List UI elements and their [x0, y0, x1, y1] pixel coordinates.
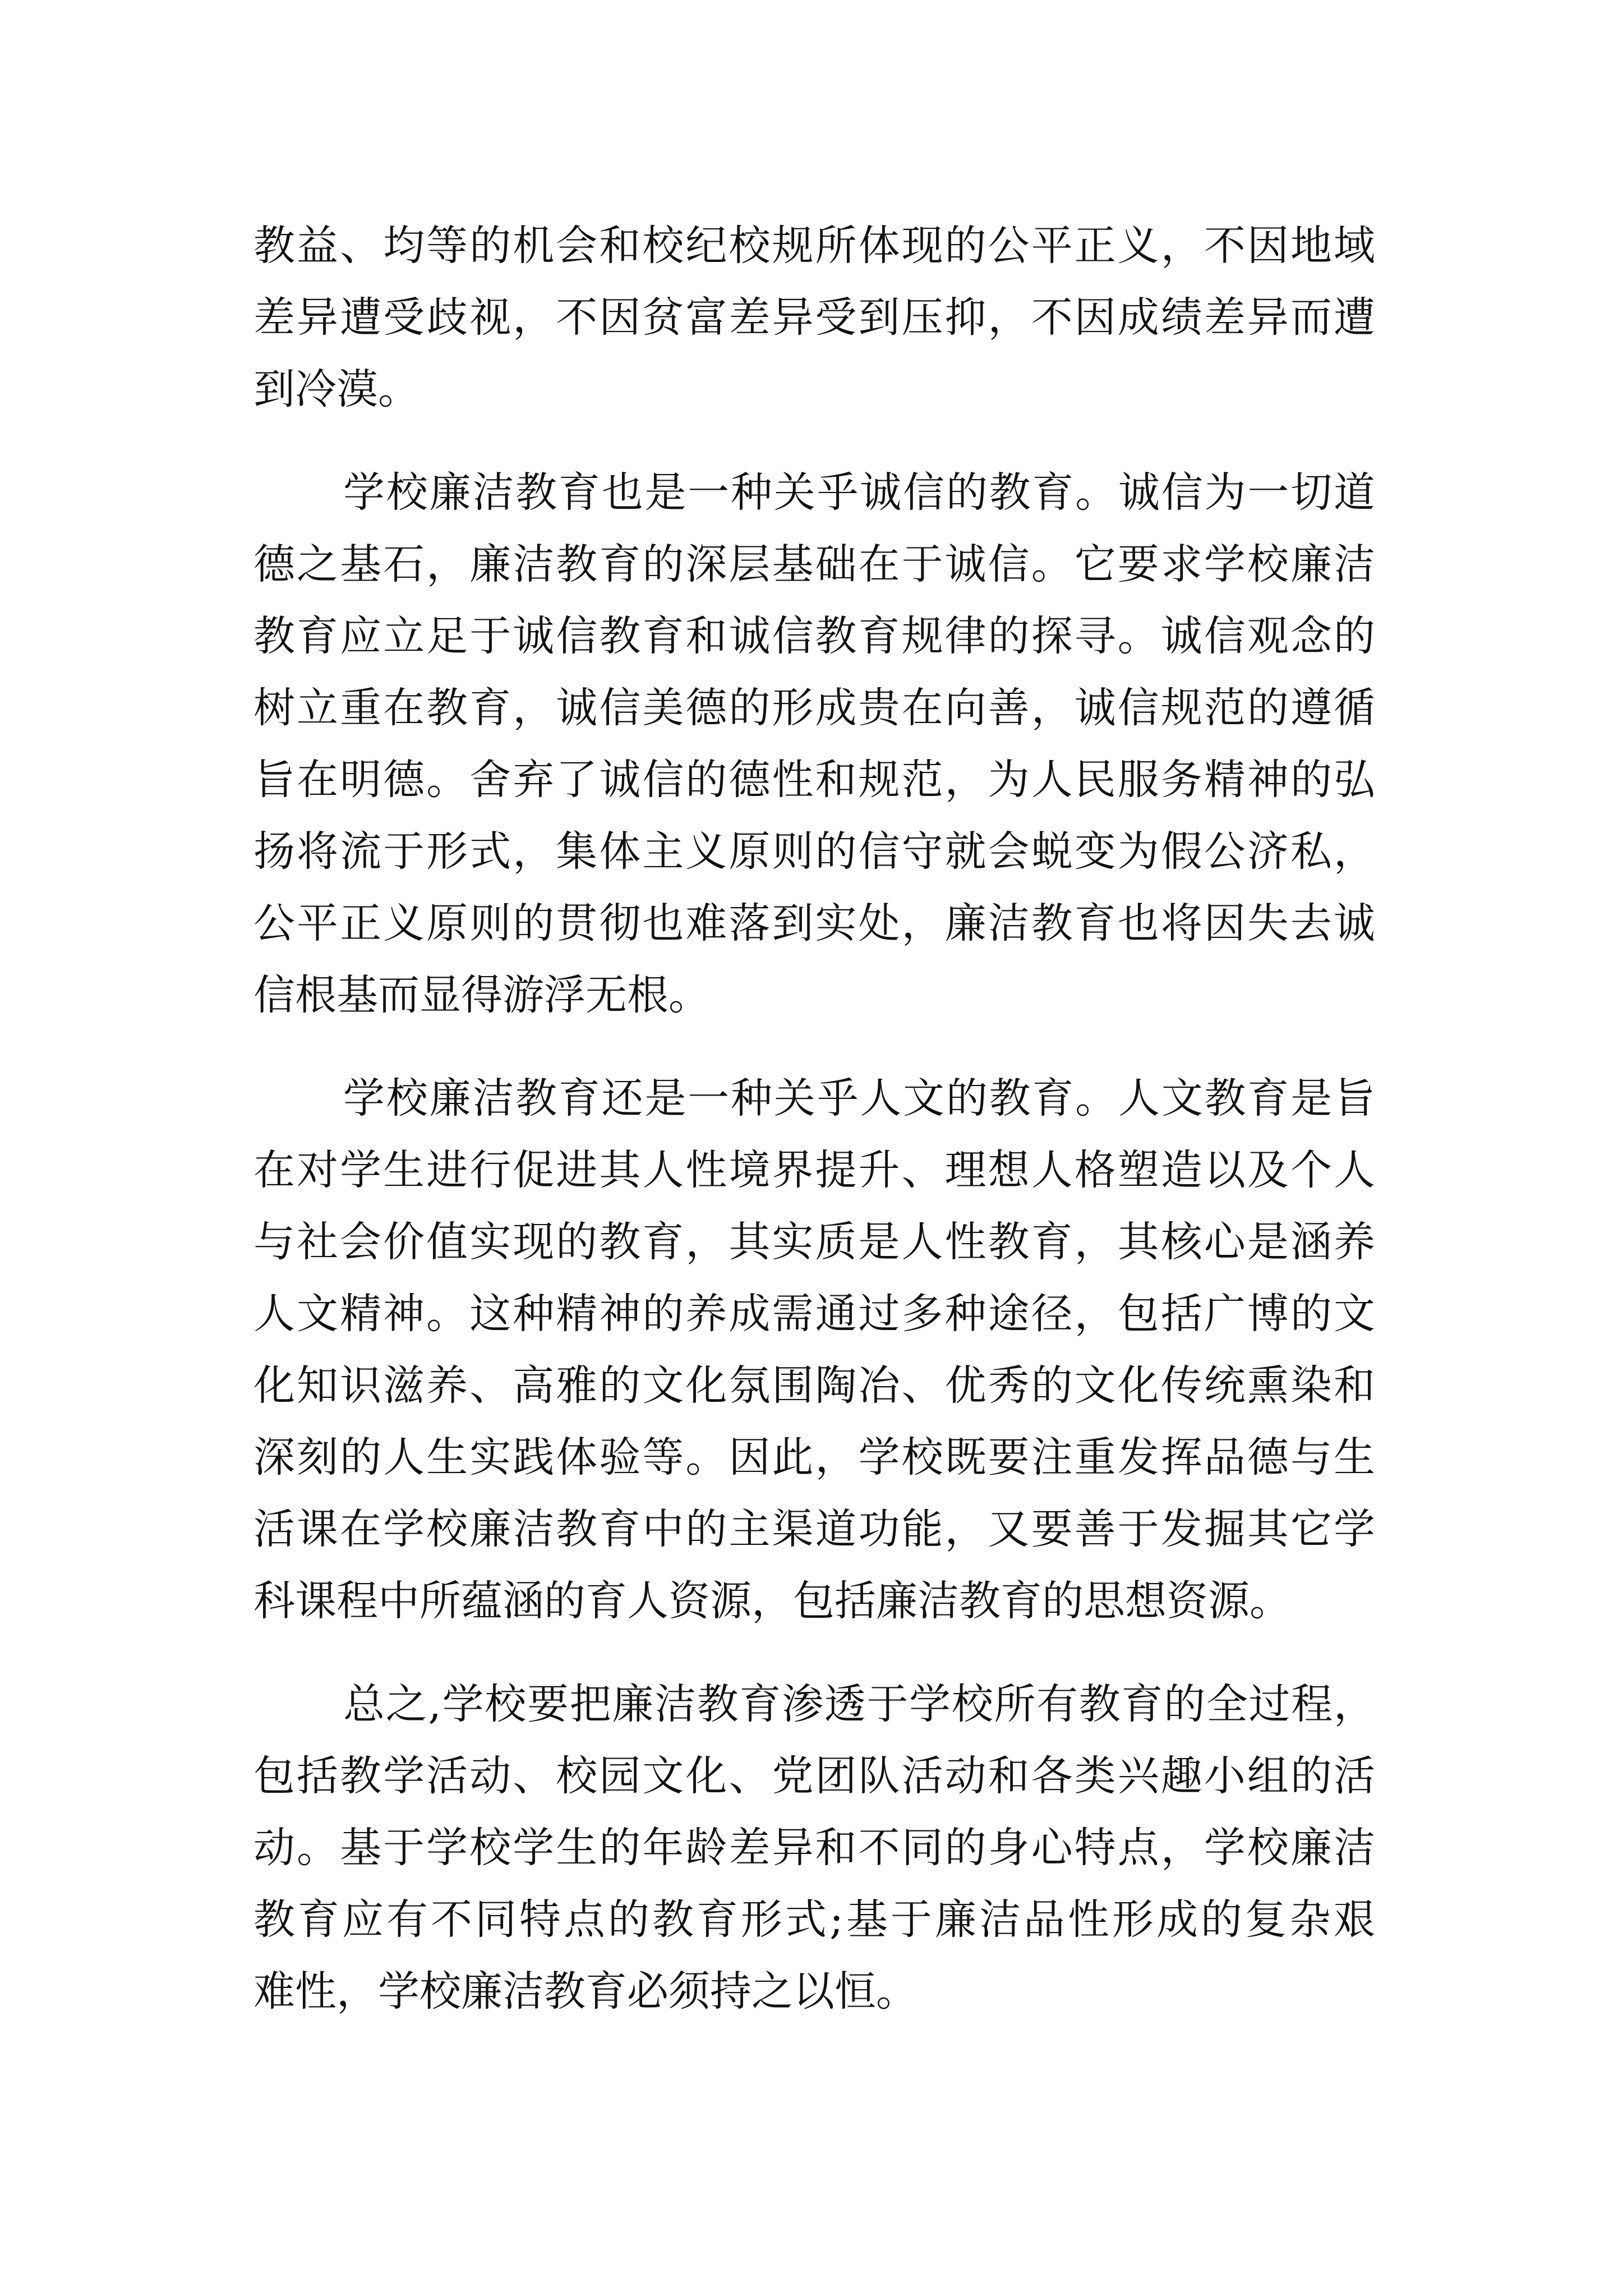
text-line: 旨在明德。舍弃了诚信的德性和规范，为人民服务精神的弘 — [253, 756, 1375, 804]
text-line: 难性，学校廉洁教育必须持之以恒。 — [253, 1967, 917, 2016]
text-line: 公平正义原则的贯彻也难落到实处，廉洁教育也将因失去诚 — [253, 899, 1375, 947]
text-line: 教育应有不同特点的教育形式;基于廉洁品性形成的复杂艰 — [253, 1895, 1375, 1944]
text-line: 在对学生进行促进其人性境界提升、理想人格塑造以及个人 — [253, 1146, 1375, 1194]
text-line: 活课在学校廉洁教育中的主渠道功能，又要善于发掘其它学 — [253, 1505, 1375, 1553]
text-line: 树立重在教育，诚信美德的形成贵在向善，诚信规范的遵循 — [253, 684, 1375, 732]
text-line: 动。基于学校学生的年龄差异和不同的身心特点，学校廉洁 — [253, 1824, 1375, 1872]
text-line: 包括教学活动、校园文化、党团队活动和各类兴趣小组的活 — [253, 1752, 1375, 1800]
text-line: 化知识滋养、高雅的文化氛围陶冶、优秀的文化传统熏染和 — [253, 1361, 1375, 1410]
text-line: 总之,学校要把廉洁教育渗透于学校所有教育的全过程， — [343, 1680, 1375, 1728]
text-line: 扬将流于形式，集体主义原则的信守就会蜕变为假公济私， — [253, 827, 1375, 876]
text-line: 教育应立足于诚信教育和诚信教育规律的探寻。诚信观念的 — [253, 612, 1375, 660]
text-line: 学校廉洁教育也是一种关乎诚信的教育。诚信为一切道 — [343, 468, 1375, 517]
text-line: 科课程中所蕴涵的育人资源，包括廉洁教育的思想资源。 — [253, 1577, 1291, 1625]
text-line: 学校廉洁教育还是一种关乎人文的教育。人文教育是旨 — [343, 1074, 1375, 1122]
text-line: 差异遭受歧视，不因贫富差异受到压抑，不因成绩差异而遭 — [253, 293, 1375, 342]
paragraph-1 — [253, 210, 1375, 425]
text-line: 人文精神。这种精神的养成需通过多种途径，包括广博的文 — [253, 1290, 1375, 1338]
text-line: 德之基石，廉洁教育的深层基础在于诚信。它要求学校廉洁 — [253, 540, 1375, 588]
text-line: 与社会价值实现的教育，其实质是人性教育，其核心是涵养 — [253, 1218, 1375, 1266]
text-line: 教益、均等的机会和校纪校规所体现的公平正义，不因地域 — [253, 222, 1375, 270]
text-line: 到冷漠。 — [253, 365, 419, 413]
document-body — [253, 210, 1375, 2059]
text-line: 深刻的人生实践体验等。因此，学校既要注重发挥品德与生 — [253, 1433, 1375, 1481]
paragraph-3 — [253, 1062, 1375, 1637]
text-line: 信根基而显得游浮无根。 — [253, 971, 710, 1019]
paragraph-2 — [253, 457, 1375, 1031]
paragraph-4 — [253, 1668, 1375, 2027]
